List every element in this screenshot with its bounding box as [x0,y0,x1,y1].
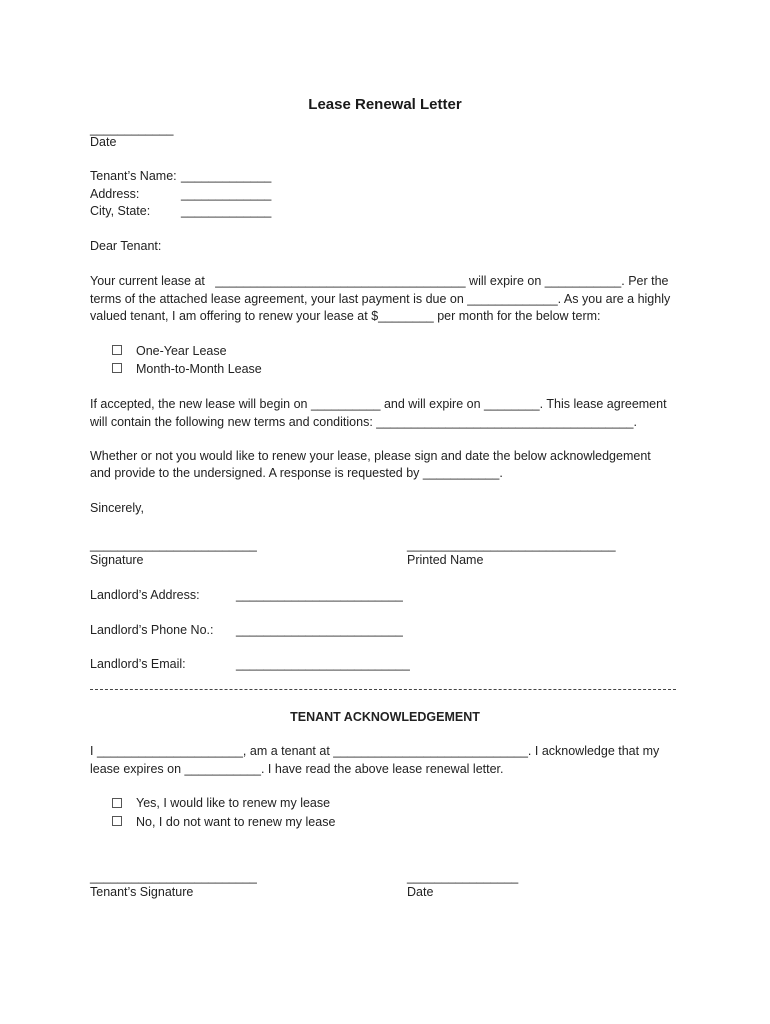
tenant-signature-line[interactable]: ________________________ [90,870,257,884]
landlord-email-field[interactable]: _________________________ [236,657,410,671]
landlord-phone-field[interactable]: ________________________ [236,623,403,637]
tenant-address-label: Address: [90,187,140,201]
landlord-email-label: Landlord’s Email: [90,657,186,671]
para1-line1: Your current lease at ____________________________________ will expire on ___________. Per the [90,274,669,288]
date-label: Date [90,135,117,149]
tenant-name-label: Tenant’s Name: [90,169,177,183]
para2-line2: will contain the following new terms and conditions: _____________________________________. [90,415,637,429]
tenant-name-field[interactable]: _____________ [181,169,272,183]
greeting: Dear Tenant: [90,239,162,253]
document-title: Lease Renewal Letter [308,96,462,113]
landlord-phone-label: Landlord’s Phone No.: [90,623,214,637]
tenant-address-field[interactable]: _____________ [181,187,272,201]
para1-line2: terms of the attached lease agreement, your last payment is due on _____________. As you are a highly [90,292,671,306]
printed-name-label: Printed Name [407,553,484,567]
tenant-city-field[interactable]: _____________ [181,204,272,218]
signature-line[interactable]: ________________________ [90,538,257,552]
renew-yes-checkbox[interactable] [112,798,122,808]
one-year-option-label: One-Year Lease [136,344,227,358]
renew-no-label: No, I do not want to renew my lease [136,815,336,829]
month-to-month-checkbox[interactable] [112,363,122,373]
date-blank[interactable]: ____________ [90,122,174,136]
tenant-date-line[interactable]: ________________ [407,870,519,884]
ack-line2: lease expires on ___________. I have read the above lease renewal letter. [90,762,504,776]
ack-line1: I _____________________, am a tenant at ____________________________. I acknowledge that my [90,744,660,758]
tenant-signature-label: Tenant’s Signature [90,885,194,899]
cut-line-divider [90,689,676,690]
landlord-address-field[interactable]: ________________________ [236,588,403,602]
landlord-address-label: Landlord’s Address: [90,588,200,602]
para2-line1: If accepted, the new lease will begin on __________ and will expire on ________. This lease agreement [90,397,667,411]
printed-name-line[interactable]: ______________________________ [407,538,616,552]
renew-yes-label: Yes, I would like to renew my lease [136,796,331,810]
renew-no-checkbox[interactable] [112,816,122,826]
para3-line2: and provide to the undersigned. A response is requested by ___________. [90,466,503,480]
one-year-checkbox[interactable] [112,345,122,355]
tenant-date-label: Date [407,885,434,899]
para3-line1: Whether or not you would like to renew your lease, please sign and date the below acknowledgement [90,449,651,463]
tenant-city-label: City, State: [90,204,151,218]
acknowledgement-heading: TENANT ACKNOWLEDGEMENT [290,710,480,724]
closing: Sincerely, [90,501,144,515]
signature-label: Signature [90,553,144,567]
month-to-month-option-label: Month-to-Month Lease [136,362,262,376]
para1-line3: valued tenant, I am offering to renew your lease at $________ per month for the below term: [90,309,601,323]
